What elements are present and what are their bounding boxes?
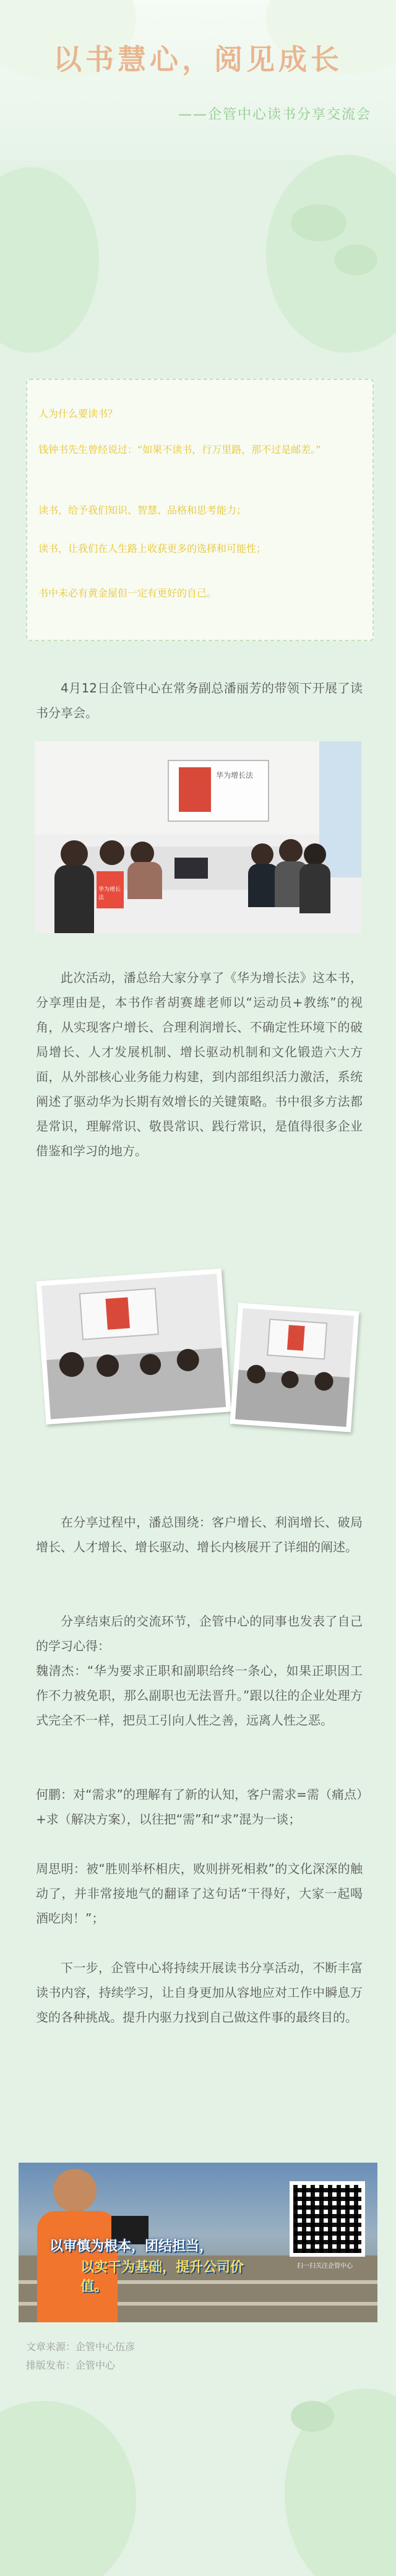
paragraph-colleague-wei: 魏清杰：“华为要求正职和副职给终一条心，如果正职因工作不力被免职，那么副职也无法晋升。”跟以往的企业处理方式完全不一样，把员工引向人性之善，远离人性之恶。 xyxy=(36,1663,363,1728)
presentation-screen xyxy=(168,760,269,822)
attendee xyxy=(61,840,88,868)
attendee xyxy=(299,864,330,913)
qr-code xyxy=(290,2181,365,2257)
leaf-decoration xyxy=(0,2401,136,2576)
article-editor: 排版发布：企管中心 xyxy=(26,2359,116,2371)
intro-question-line: 人为什么要读书？ xyxy=(38,408,118,420)
leaf-decoration xyxy=(291,2401,334,2432)
attendee xyxy=(279,839,303,863)
book-held xyxy=(97,871,124,908)
worker-figure xyxy=(53,2169,97,2212)
attendee xyxy=(304,843,326,866)
laptop xyxy=(174,858,208,879)
article-source: 文章来源：企管中心伍彦 xyxy=(26,2341,136,2353)
book-cover xyxy=(106,1297,130,1329)
slogan-line-2: 以实干为基础，提升公司价值。 xyxy=(80,2260,244,2294)
book-cover xyxy=(179,767,211,812)
leaf-decoration xyxy=(291,204,346,241)
paragraph-colleague-he: 何鹏：对“需求”的理解有了新的认知，客户需求=需（痛点）+求（解决方案），以往把“需”和“求”混为一谈； xyxy=(36,1787,363,1827)
presentation-screen xyxy=(79,1288,159,1340)
qr-pattern xyxy=(293,2185,361,2253)
qr-caption: 扫一扫关注企管中心 xyxy=(297,2263,353,2270)
intro-question-line: 读书，让我们在人生路上收获更多的选择和可能性； xyxy=(38,543,267,554)
paragraph-colleague-zhou: 周思明：被“胜则举杯相庆，败则拼死相救”的文化深深的触动了，并非常接地气的翻译了这句话“干得好，大家一起喝酒吃肉！”； xyxy=(36,1861,363,1926)
page-title: 以书慧心，阅见成长 xyxy=(53,43,343,76)
intro-question-card xyxy=(26,379,374,641)
attendee xyxy=(251,843,273,866)
paragraph-intro: 4月12日企管中心在常务副总潘丽芳的带领下开展了读书分享会。 xyxy=(36,681,363,720)
attendee xyxy=(127,862,162,899)
slide-title: 华为增长法 xyxy=(216,771,254,780)
attendee xyxy=(54,865,94,933)
presentation-screen xyxy=(267,1319,327,1359)
leaf-decoration xyxy=(334,244,377,275)
leaf-decoration xyxy=(0,167,99,353)
paragraph-next-step: 下一步，企管中心将持续开展读书分享活动，不断丰富读书内容，持续学习，让自身更加从容地应对工作中瞬息万变的各种挑战。提升内驱力找到自己做这件事的最终目的。 xyxy=(36,1960,363,2025)
paragraph-share-process: 在分享过程中，潘总围绕：客户增长、利润增长、破局增长、人才增长、增长驱动、增长内核展开了详细的阐述。 xyxy=(36,1515,363,1554)
presentation-photo xyxy=(235,1308,354,1427)
photo-frame-right xyxy=(230,1303,359,1432)
attendee xyxy=(100,840,124,865)
intro-question-line: 书中未必有黄金屋但一定有更好的自己。 xyxy=(38,587,217,599)
book-cover xyxy=(287,1325,305,1351)
presentation-photo xyxy=(41,1273,226,1419)
paragraph-book-share: 此次活动，潘总给大家分享了《华为增长法》这本书，分享理由是，本书作者胡赛雄老师以“运动员+教练”的视角，从实现客户增长、合理利润增长、不确定性环境下的破局增长、人才发展机制、增长驱动机制和文化锻造六大方面，从外部核心业务能力构建，到内部组织活力激活，系统阐述了驱动华为长期有效增长的关键策略。书中很多方法都是常识，理解常识、敬畏常识、践行常识，是值得很多企业借鉴和学习的地方。 xyxy=(36,970,363,1158)
paragraph-exchange: 分享结束后的交流环节，企管中心的同事也发表了自己的学习心得： xyxy=(36,1614,363,1653)
leaf-decoration xyxy=(266,155,396,353)
meeting-photo xyxy=(35,741,361,933)
intro-question-line: 钱钟书先生曾经说过：“如果不读书，行万里路，那不过是邮差。” xyxy=(38,444,321,455)
page-subtitle: ——企管中心读书分享交流会 xyxy=(178,107,371,123)
article-header xyxy=(0,0,396,161)
photo-frame-left xyxy=(36,1269,231,1424)
slogan-banner xyxy=(19,2163,377,2322)
book-held-label: 华为增长法 xyxy=(98,887,121,901)
intro-question-line: 读书，给予我们知识、智慧、品格和思考能力； xyxy=(38,504,247,516)
slogan-line-1: 以审慎为根本，团结担当， xyxy=(50,2239,213,2254)
